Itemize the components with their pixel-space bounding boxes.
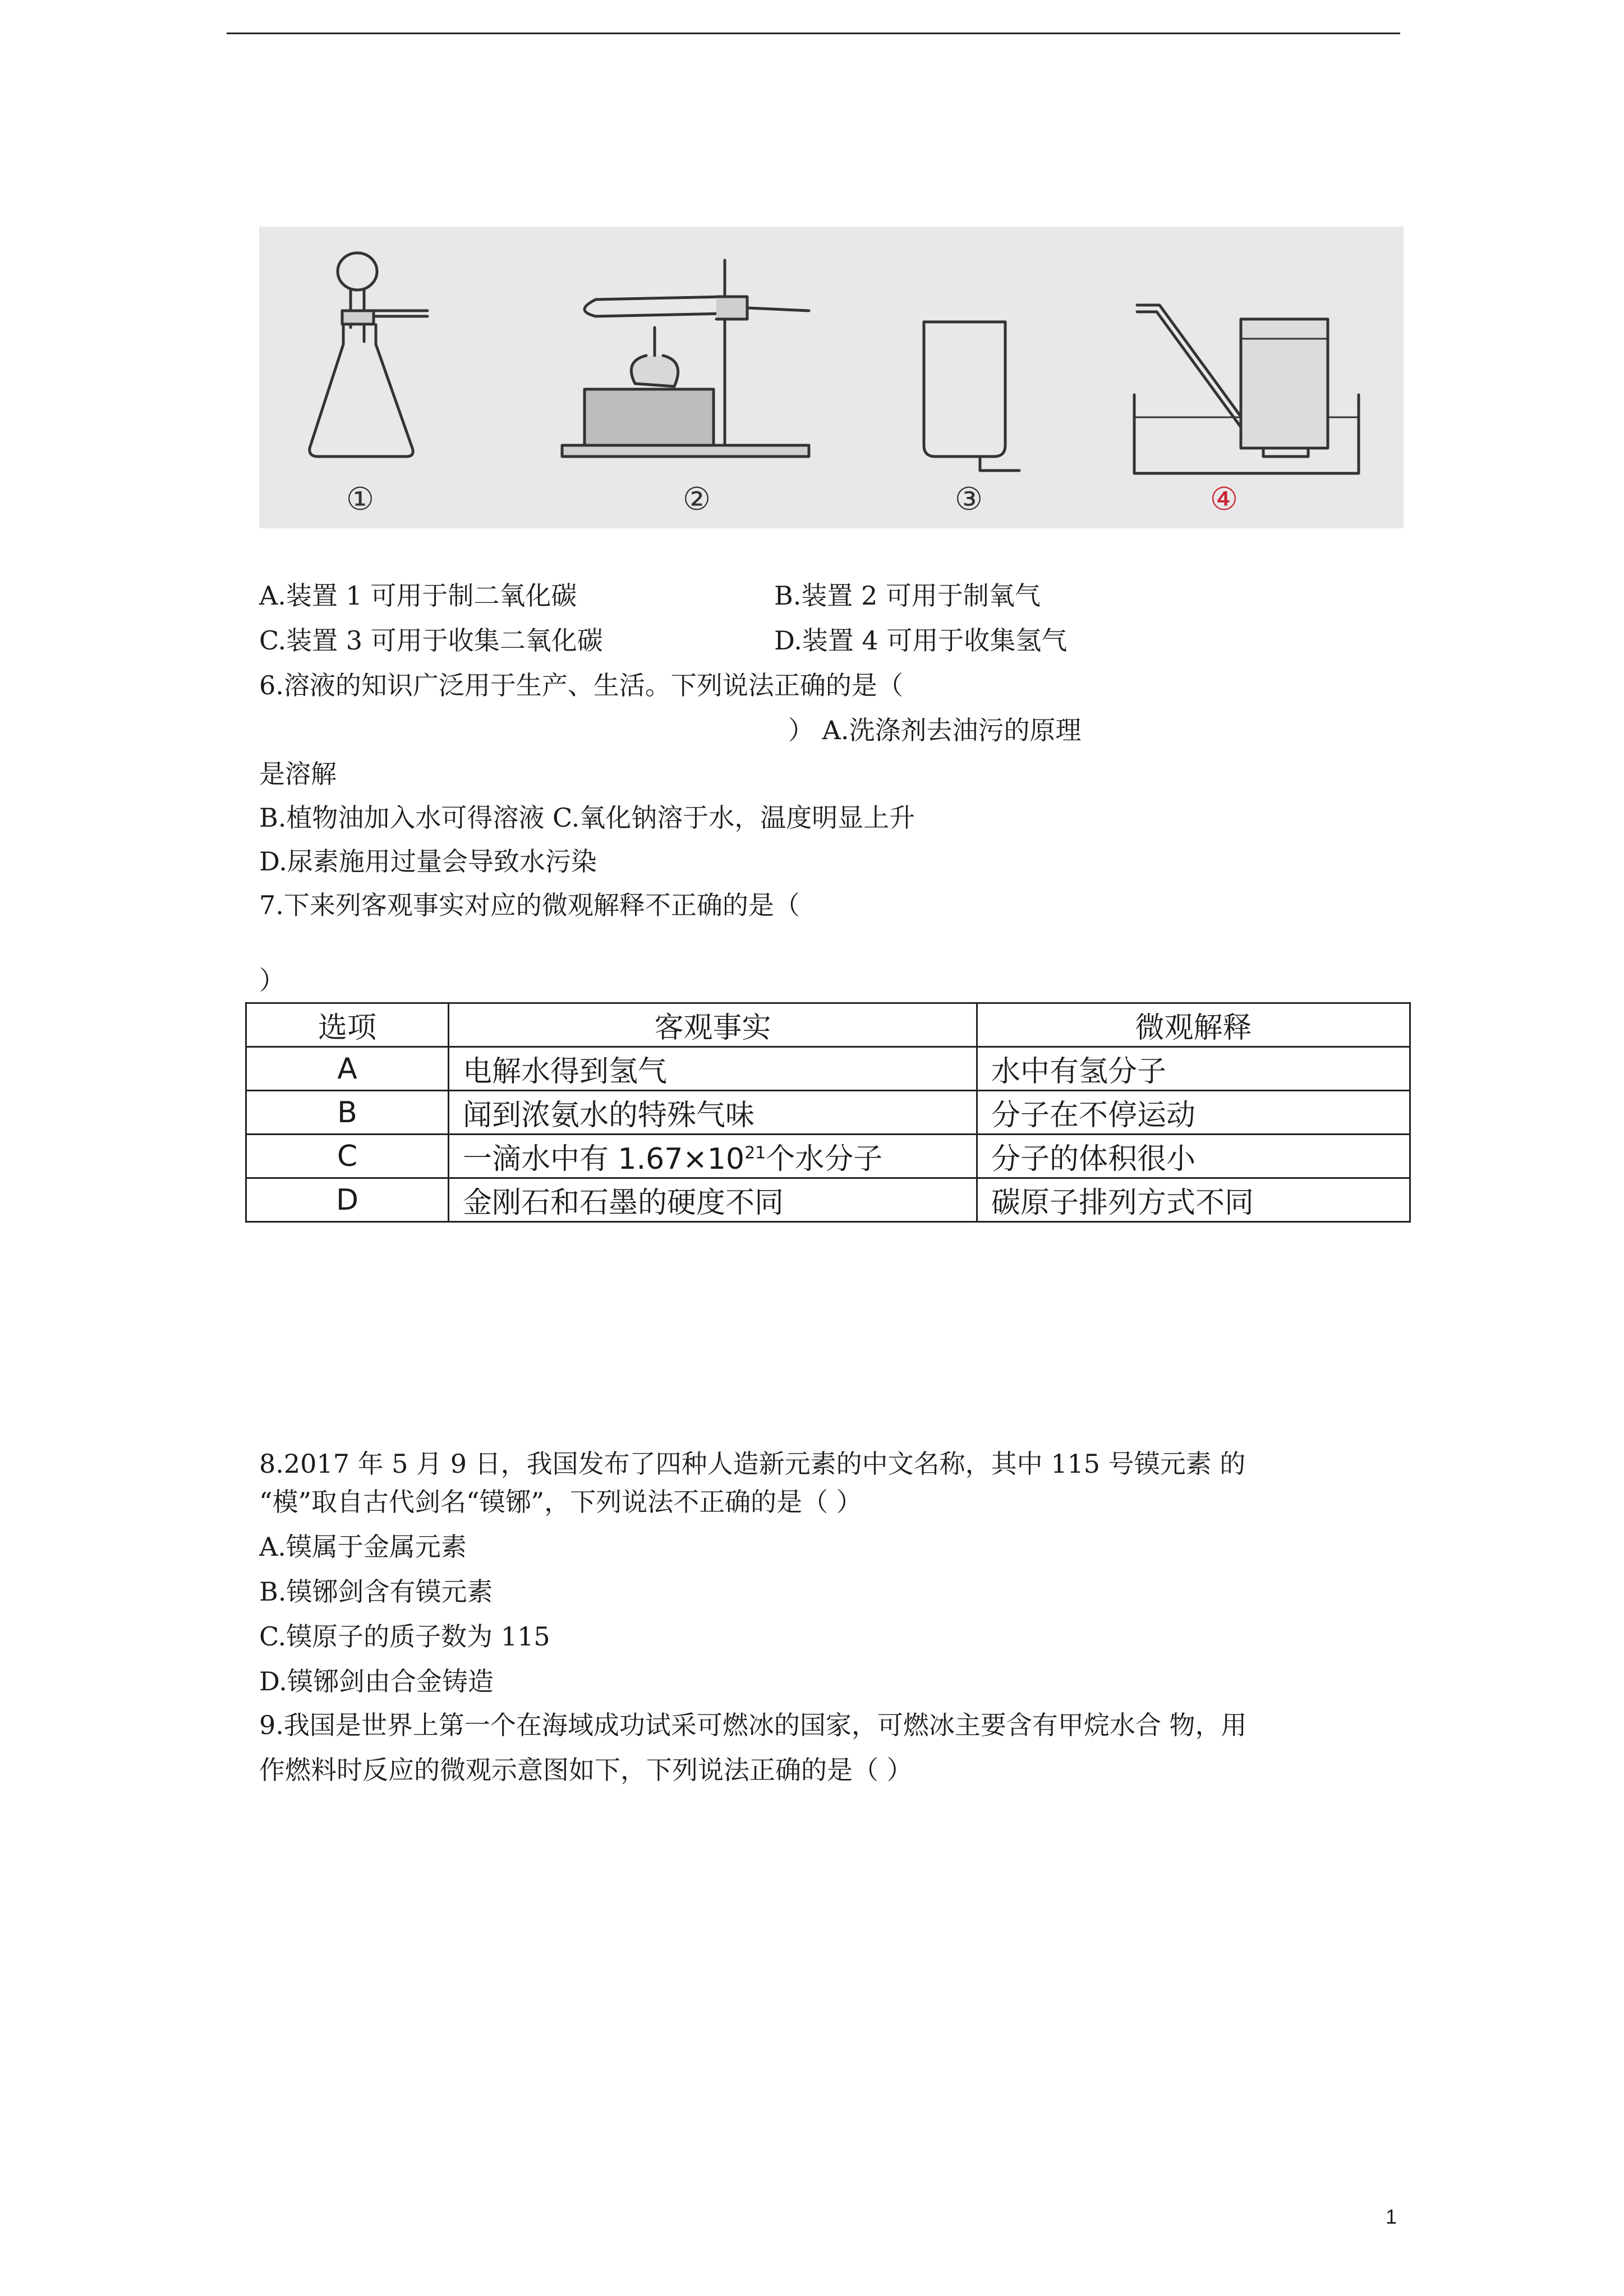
water-trough-apparatus [1134, 305, 1359, 518]
table-header-row [246, 1003, 1410, 1047]
q5-option-c: C.装置 3 可用于收集二氧化碳 [259, 625, 603, 656]
q6-stem: 6.溶液的知识广泛用于生产、生活。下列说法正确的是（ [259, 670, 903, 700]
row-fact [449, 1135, 977, 1178]
header-option: 选项 [246, 1003, 449, 1047]
q6-line5: D.尿素施用过量会导致水污染 [259, 846, 597, 877]
header-rule [227, 33, 1400, 34]
table-row [246, 1135, 1410, 1178]
row-option: B [246, 1091, 449, 1135]
q6-line4: B.植物油加入水可得溶液 C.氧化钠溶于水，温度明显上升 [259, 803, 915, 833]
fact-prefix: 一滴水中有 1.67×10 [463, 1142, 745, 1176]
figure-label-2: ② [682, 481, 711, 518]
q8-option-b: B.镆铘剑含有镆元素 [259, 1576, 493, 1607]
row-explanation: 分子在不停运动 [977, 1091, 1410, 1135]
facts-table [245, 1002, 1411, 1223]
q6-line2: ） A.洗涤剂去油污的原理 [788, 715, 1082, 745]
q8-option-c: C.镆原子的质子数为 115 [259, 1621, 550, 1652]
figure-label-3: ③ [954, 481, 983, 518]
row-explanation: 碳原子排列方式不同 [977, 1178, 1410, 1222]
q9-line2: 作燃料时反应的微观示意图如下，下列说法正确的是（ ） [259, 1755, 913, 1785]
q8-option-a: A.镆属于金属元素 [259, 1532, 467, 1562]
conical-flask-apparatus [310, 253, 427, 518]
table-row [246, 1091, 1410, 1135]
row-option: A [246, 1047, 449, 1091]
fact-suffix: 个水分子 [766, 1142, 883, 1176]
q6-line3: 是溶解 [259, 759, 337, 789]
q8-line1: 8.2017 年 5 月 9 日，我国发布了四种人造新元素的中文名称，其中 115 号镆元素 的 [259, 1449, 1246, 1479]
test-tube-heating-apparatus [562, 260, 809, 518]
row-fact: 金刚石和石墨的硬度不同 [449, 1178, 977, 1222]
q5-option-b: B.装置 2 可用于制氧气 [774, 580, 1041, 611]
table-row [246, 1047, 1410, 1091]
row-fact: 电解水得到氢气 [449, 1047, 977, 1091]
header-explanation: 微观解释 [977, 1003, 1410, 1047]
q8-line2: “模”取自古代剑名“镆铘”，下列说法不正确的是（ ） [259, 1487, 862, 1517]
figure-label-4: ④ [1209, 481, 1239, 518]
apparatus-figure [259, 227, 1404, 528]
q7-stem: 7.下来列客观事实对应的微观解释不正确的是（ [259, 890, 800, 920]
fact-exponent: 21 [744, 1143, 766, 1163]
table-row [246, 1178, 1410, 1222]
figure-label-1: ① [346, 481, 375, 518]
row-explanation: 水中有氢分子 [977, 1047, 1410, 1091]
row-explanation: 分子的体积很小 [977, 1135, 1410, 1178]
page-number: 1 [1386, 2205, 1397, 2228]
q9-line1: 9.我国是世界上第一个在海域成功试采可燃冰的国家，可燃冰主要含有甲烷水合 物，用 [259, 1710, 1247, 1740]
row-option: C [246, 1135, 449, 1178]
q7-close-paren: ） [259, 965, 285, 995]
q8-option-d: D.镆铘剑由合金铸造 [259, 1666, 494, 1696]
q5-option-a: A.装置 1 可用于制二氧化碳 [259, 580, 577, 611]
header-fact: 客观事实 [449, 1003, 977, 1047]
row-fact: 闻到浓氨水的特殊气味 [449, 1091, 977, 1135]
q5-option-d: D.装置 4 可用于收集氢气 [774, 625, 1068, 656]
row-option: D [246, 1178, 449, 1222]
gas-jar-apparatus [924, 322, 1019, 518]
